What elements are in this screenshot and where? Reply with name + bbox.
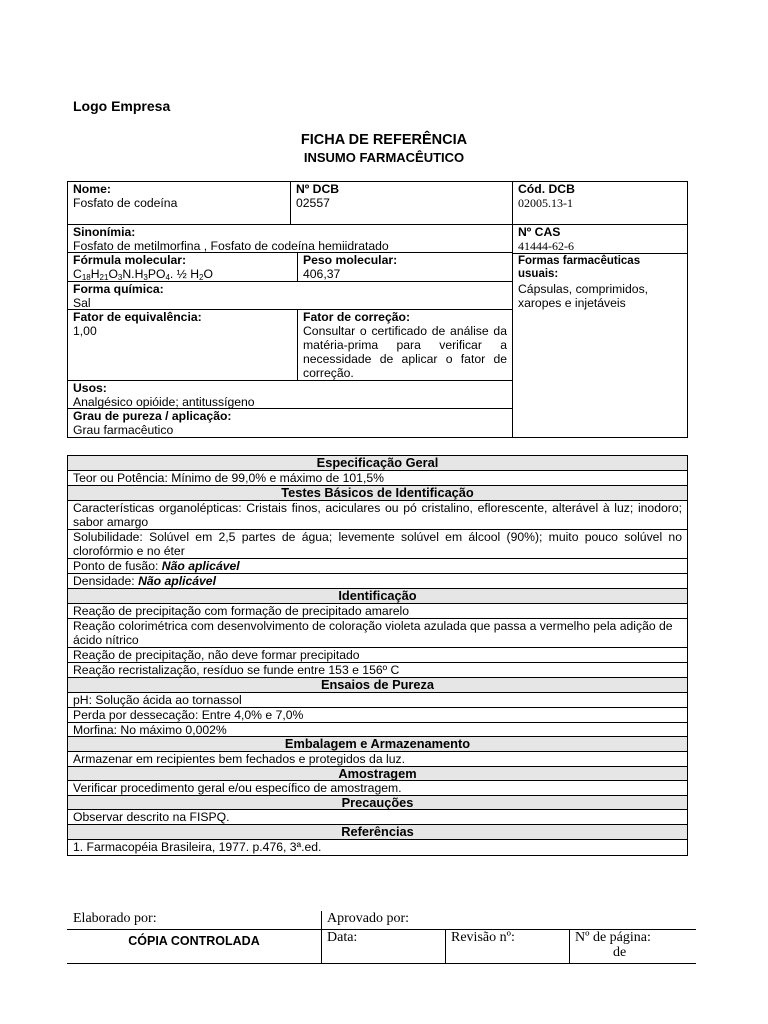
spec-row-ident-3: Reação de precipitação, não deve formar precipitado bbox=[67, 647, 688, 663]
peso-label: Peso molecular: bbox=[303, 253, 398, 267]
elaborado-label: Elaborado por: bbox=[73, 911, 157, 926]
nome-label: Nome: bbox=[73, 182, 111, 196]
formas-cell bbox=[512, 253, 688, 438]
correcao-cell bbox=[297, 309, 513, 381]
revisao-label: Revisão nº: bbox=[451, 930, 515, 945]
copia-controlada-label: CÓPIA CONTROLADA bbox=[128, 934, 260, 948]
section-header-pureza: Ensaios de Pureza bbox=[67, 677, 688, 693]
page-subtitle: INSUMO FARMACÊUTICO bbox=[303, 150, 465, 165]
forma-quimica-cell bbox=[67, 281, 513, 310]
formula-label: Fórmula molecular: bbox=[73, 253, 187, 267]
usos-cell bbox=[67, 380, 513, 409]
cod-dcb-cell bbox=[512, 181, 688, 225]
pureza-label: Grau de pureza / aplicação: bbox=[73, 409, 232, 423]
densidade-label: Densidade: bbox=[73, 574, 135, 588]
spec-row-morfina: Morfina: No máximo 0,002% bbox=[67, 722, 688, 737]
pagina-label: Nº de página: bbox=[575, 930, 651, 945]
spec-row-densidade bbox=[67, 573, 688, 589]
formula-cell bbox=[67, 252, 298, 282]
section-header-embalagem: Embalagem e Armazenamento bbox=[67, 736, 688, 752]
spec-row-fusao bbox=[67, 558, 688, 574]
section-header-precaucoes: Precauções bbox=[67, 795, 688, 810]
cod-dcb-label: Cód. DCB bbox=[518, 182, 575, 196]
fusao-value: Não aplicável bbox=[161, 559, 240, 573]
formula-value: $C_{18}H_{21}O_3N.H_3PO_4$. ½ $H_2O$ bbox=[73, 267, 213, 282]
dcb-label: Nº DCB bbox=[296, 182, 340, 196]
cas-value: 41444-62-6 bbox=[518, 239, 574, 253]
spec-row-embalagem: Armazenar em recipientes bem fechados e protegidos da luz. bbox=[67, 751, 688, 767]
company-logo-text: Logo Empresa bbox=[73, 98, 171, 114]
footer-divider-2 bbox=[445, 929, 446, 963]
section-header-referencias: Referências bbox=[67, 824, 688, 840]
equivalencia-cell bbox=[67, 309, 298, 381]
spec-row-solubilidade: Solubilidade: Solúvel em 2,5 partes de água; levemente solúvel em álcool (90%); muito pouco solúvel no clorofórmio e no éter bbox=[67, 529, 688, 559]
sinonimia-label: Sinonímia: bbox=[73, 225, 136, 239]
page-title: FICHA DE REFERÊNCIA bbox=[300, 132, 468, 148]
formas-value: Cápsulas, comprimidos, xaropes e injetáveis bbox=[518, 282, 649, 310]
correcao-label: Fator de correção: bbox=[303, 310, 411, 324]
spec-row-precaucoes: Observar descrito na FISPQ. bbox=[67, 809, 688, 825]
nome-value: Fosfato de codeína bbox=[73, 196, 178, 210]
peso-cell bbox=[297, 252, 513, 282]
spec-row-referencias: 1. Farmacopéia Brasileira, 1977. p.476, 3ª.ed. bbox=[67, 839, 688, 856]
spec-row-ident-2: Reação colorimétrica com desenvolvimento de coloração violeta azulada que passa a vermelho pela adição de ácido nítrico bbox=[67, 618, 688, 648]
nome-cell bbox=[67, 181, 291, 225]
cas-cell bbox=[512, 224, 688, 254]
pagina-de-label: de bbox=[613, 945, 627, 960]
section-header-identificacao: Identificação bbox=[67, 588, 688, 604]
spec-row-perda: Perda por dessecação: Entre 4,0% e 7,0% bbox=[67, 707, 688, 723]
forma-quimica-label: Forma química: bbox=[73, 282, 164, 296]
spec-row-amostragem: Verificar procedimento geral e/ou específico de amostragem. bbox=[67, 780, 688, 796]
section-header-amostragem: Amostragem bbox=[67, 766, 688, 781]
footer-divider-bottom bbox=[67, 963, 696, 964]
usos-label: Usos: bbox=[73, 381, 107, 395]
pureza-cell bbox=[67, 408, 513, 438]
equivalencia-label: Fator de equivalência: bbox=[73, 310, 202, 324]
densidade-value: Não aplicável bbox=[138, 574, 216, 588]
spec-row-ident-1: Reação de precipitação com formação de precipitado amarelo bbox=[67, 603, 688, 619]
cas-label: Nº CAS bbox=[518, 225, 561, 239]
spec-row-ident-4: Reação recristalização, resíduo se funde entre 153 e 156º C bbox=[67, 662, 688, 678]
usos-value: Analgésico opióide; antitussígeno bbox=[73, 395, 255, 409]
cod-dcb-value: 02005.13-1 bbox=[518, 196, 573, 210]
equivalencia-value: 1,00 bbox=[73, 324, 97, 338]
spec-row-ph: pH: Solução ácida ao tornassol bbox=[67, 692, 688, 708]
sinonimia-cell bbox=[67, 224, 513, 253]
footer-divider-3 bbox=[569, 929, 570, 963]
data-label: Data: bbox=[327, 930, 358, 945]
spec-row-organolepticas: Características organolépticas: Cristais finos, aciculares ou pó cristalino, eflorescente, alterável à luz; inodoro; sabor amargo bbox=[67, 500, 688, 530]
footer-divider-1 bbox=[321, 911, 322, 963]
section-header-geral: Especificação Geral bbox=[67, 455, 688, 471]
formas-label: Formas farmacêuticas usuais: bbox=[518, 255, 641, 280]
correcao-value: Consultar o certificado de análise da matéria-prima para verificar a necessidade de aplicar o fator de correção. bbox=[303, 324, 507, 380]
spec-row-teor: Teor ou Potência: Mínimo de 99,0% e máximo de 101,5% bbox=[67, 470, 688, 486]
pureza-value: Grau farmacêutico bbox=[73, 423, 174, 437]
sinonimia-value: Fosfato de metilmorfina , Fosfato de codeína hemiidratado bbox=[73, 239, 389, 253]
peso-value: 406,37 bbox=[303, 267, 341, 281]
section-header-testes: Testes Básicos de Identificação bbox=[67, 485, 688, 501]
fusao-label: Ponto de fusão: bbox=[73, 559, 159, 573]
aprovado-label: Aprovado por: bbox=[327, 911, 410, 926]
forma-quimica-value: Sal bbox=[73, 296, 91, 310]
dcb-value: 02557 bbox=[296, 196, 330, 210]
dcb-cell bbox=[290, 181, 513, 225]
